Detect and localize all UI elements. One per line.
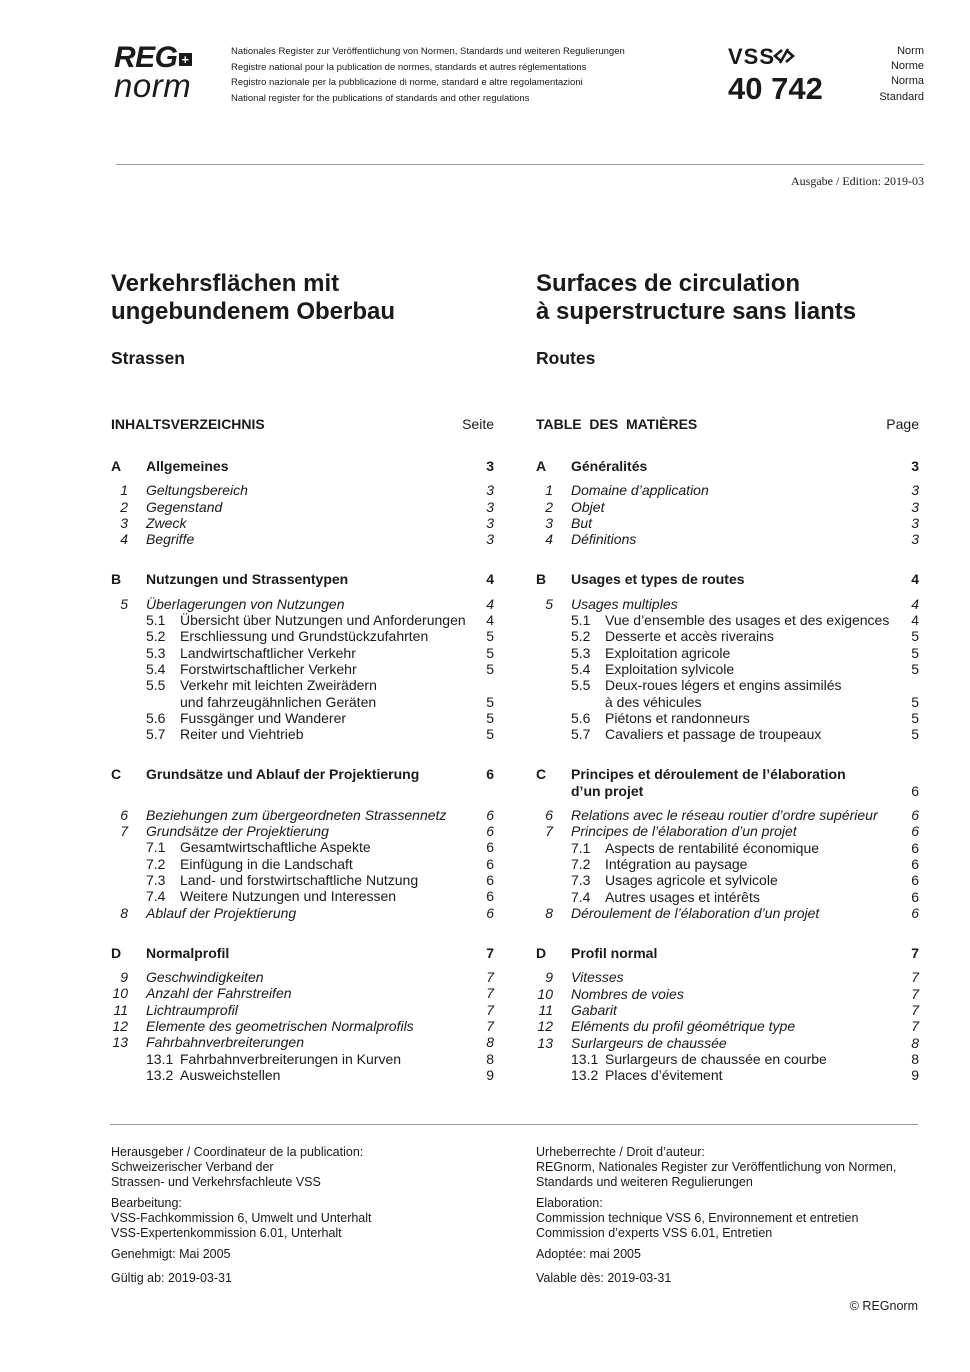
copyright-notice: © REGnorm: [849, 1299, 918, 1313]
toc-subentry[interactable]: 5.7 Cavaliers et passage de troupeaux 5: [571, 726, 919, 743]
toc-subentry[interactable]: à des véhicules 5: [605, 693, 919, 710]
adopted-date: Adoptée: mai 2005: [536, 1247, 641, 1261]
elaboration-block: Elaboration: Commission technique VSS 6, Environnement et entretien Commission d’experts VSS 6.01, Entretien: [536, 1196, 859, 1240]
toc-entry[interactable]: 13 Fahrbahnverbreiterungen 8: [112, 1034, 494, 1051]
toc-subentry[interactable]: 5.2 Desserte et accès riverains 5: [571, 628, 919, 645]
register-line-de: Nationales Register zur Veröffentlichung von Normen, Standards und weiteren Regulierungen: [231, 46, 625, 57]
processing-block: Bearbeitung: VSS-Fachkommission 6, Umwelt und Unterhalt VSS-Expertenkommission 6.01, Unterhalt: [111, 1196, 372, 1240]
toc-subentry[interactable]: 5.6 Piétons et randonneurs 5: [571, 709, 919, 726]
publication-info-de: [111, 1145, 511, 1292]
toc-entry[interactable]: 11 Lichtraumprofil 7: [113, 1001, 494, 1018]
toc-subentry[interactable]: 7.2 Einfügung in die Landschaft 6: [146, 855, 494, 872]
toc-section-b[interactable]: B Nutzungen und Strassentypen 4: [111, 571, 494, 588]
toc-entry[interactable]: 2 Gegenstand 3: [120, 498, 494, 515]
toc-entry[interactable]: 8 Ablauf der Projektierung 6: [120, 904, 494, 921]
toc-subentry[interactable]: 5.5 Deux-roues légers et engins assimilés: [571, 677, 842, 694]
toc-subentry[interactable]: 5.5 Verkehr mit leichten Zweirädern: [146, 677, 377, 694]
toc-subentry[interactable]: 13.1 Fahrbahnverbreiterungen in Kurven 8: [146, 1050, 494, 1067]
toc-entry[interactable]: 9 Geschwindigkeiten 7: [120, 969, 494, 986]
register-description: [231, 44, 625, 106]
toc-subentry[interactable]: 5.6 Fussgänger und Wanderer 5: [146, 709, 494, 726]
toc-subentry[interactable]: 13.2 Ausweichstellen 9: [146, 1066, 494, 1083]
toc-entry[interactable]: 11 Gabarit 7: [538, 1002, 919, 1019]
svg-text:VSS: VSS: [728, 44, 776, 68]
vss-standard-block: [728, 44, 823, 105]
toc-section-c[interactable]: C Grundsätze und Ablauf der Projektierung 6: [111, 766, 494, 783]
toc-subentry[interactable]: 5.1 Übersicht über Nutzungen und Anforderungen 4: [146, 612, 494, 629]
toc-section-a[interactable]: A Allgemeines 3: [111, 458, 494, 474]
toc-section-b[interactable]: B Usages et types de routes 4: [536, 571, 919, 588]
document-subtitle-de: Strassen: [111, 348, 185, 368]
swiss-cross-icon: +: [179, 53, 192, 66]
toc-entry[interactable]: 9 Vitesses 7: [545, 969, 919, 986]
toc-subentry[interactable]: 7.4 Weitere Nutzungen und Interessen 6: [146, 888, 494, 905]
vss-logo-icon: [728, 44, 803, 68]
logo-norm-text: norm: [114, 67, 192, 104]
document-title-de: Verkehrsflächen mit ungebundenem Oberbau: [111, 270, 396, 325]
toc-subentry[interactable]: 5.4 Exploitation sylvicole 5: [571, 660, 919, 677]
toc-entry[interactable]: 7 Principes de l’élaboration d’un projet 6: [545, 823, 919, 840]
toc-subentry[interactable]: 7.4 Autres usages et intérêts 6: [571, 888, 919, 905]
toc-subentry[interactable]: 7.1 Aspects de rentabilité économique 6: [571, 839, 919, 856]
toc-page-label-de: Seite: [462, 416, 494, 432]
table-of-contents-fr: [536, 416, 919, 1084]
toc-subentry[interactable]: 5.3 Exploitation agricole 5: [571, 644, 919, 661]
toc-entry[interactable]: 6 Beziehungen zum übergeordneten Strassennetz 6: [120, 806, 494, 823]
toc-subentry[interactable]: 5.7 Reiter und Viehtrieb 5: [146, 726, 494, 743]
document-title-fr: Surfaces de circulation à superstructure sans liants: [536, 270, 857, 325]
toc-entry[interactable]: 5 Usages multiples 4: [545, 595, 919, 612]
toc-section-d[interactable]: D Profil normal 7: [536, 945, 919, 962]
toc-subentry[interactable]: und fahrzeugähnlichen Geräten 5: [180, 693, 494, 710]
toc-section-d[interactable]: D Normalprofil 7: [111, 944, 494, 961]
toc-entry[interactable]: 3 But 3: [545, 514, 919, 531]
toc-entry[interactable]: 7 Grundsätze der Projektierung 6: [120, 823, 494, 840]
vss-logo: [728, 44, 823, 73]
register-line-fr: Registre national pour la publication de normes, standards et autres réglementations: [231, 61, 587, 73]
norm-label-en: Standard: [879, 90, 924, 103]
toc-section-c[interactable]: C Principes et déroulement de l’élaboration: [536, 766, 846, 783]
valid-from-date-fr: Valable dès: 2019-03-31: [536, 1271, 672, 1285]
publication-info-fr: [536, 1145, 936, 1292]
norm-type-labels: [879, 44, 924, 105]
toc-heading-de: INHALTSVERZEICHNIS: [111, 416, 265, 432]
toc-entry[interactable]: 12 Eléments du profil géométrique type 7: [537, 1018, 919, 1035]
toc-subentry[interactable]: 7.1 Gesamtwirtschaftliche Aspekte 6: [146, 839, 494, 856]
toc-subentry[interactable]: 5.2 Erschliessung und Grundstückzufahrten 5: [146, 628, 494, 645]
table-of-contents-de: [111, 416, 494, 1083]
toc-subentry[interactable]: 5.3 Landwirtschaftlicher Verkehr 5: [146, 644, 494, 661]
toc-entry[interactable]: 4 Begriffe 3: [120, 531, 494, 548]
toc-entry[interactable]: 2 Objet 3: [545, 498, 919, 515]
toc-subentry[interactable]: 5.1 Vue d’ensemble des usages et des exigences 4: [571, 612, 919, 629]
approved-date: Genehmigt: Mai 2005: [111, 1247, 231, 1261]
header-divider: [116, 164, 924, 165]
title-block-fr: [536, 270, 919, 369]
toc-subentry[interactable]: 7.3 Land- und forstwirtschaftliche Nutzung 6: [146, 871, 494, 888]
toc-subentry[interactable]: 13.1 Surlargeurs de chaussée en courbe 8: [571, 1050, 919, 1067]
toc-entry[interactable]: 12 Elemente des geometrischen Normalprofils 7: [112, 1018, 494, 1035]
edition-date: Ausgabe / Edition: 2019-03: [791, 174, 924, 188]
toc-section-c-cont[interactable]: d’un projet 6: [571, 782, 919, 799]
register-line-it: Registro nazionale per la pubblicazione di norme, standard e altre regolamentazioni: [231, 77, 583, 88]
norm-label-de: Norm: [897, 45, 924, 57]
document-subtitle-fr: Routes: [536, 348, 596, 368]
toc-entry[interactable]: 3 Zweck 3: [120, 514, 494, 531]
toc-entry[interactable]: 10 Anzahl der Fahrstreifen 7: [112, 985, 494, 1002]
norm-label-fr: Norme: [890, 60, 924, 73]
register-line-en: National register for the publications of standards and other regulations: [231, 92, 530, 104]
logo-reg-text: REG: [114, 41, 178, 74]
publisher-block: Herausgeber / Coordinateur de la publication: Schweizerischer Verband der Strassen- und Verkehrsfachleute VSS: [111, 1145, 364, 1189]
copyright-block: Urheberrechte / Droit d’auteur: REGnorm, Nationales Register zur Veröffentlichung von Normen, Standards und weiteren Regulierungen: [536, 1145, 897, 1189]
footer-divider: [110, 1124, 918, 1125]
toc-entry[interactable]: 1 Geltungsbereich 3: [120, 482, 494, 499]
toc-page-label-fr: Page: [886, 416, 919, 432]
toc-subentry[interactable]: 5.4 Forstwirtschaftlicher Verkehr 5: [146, 660, 494, 677]
toc-heading-fr: TABLE DES MATIÈRES: [536, 416, 698, 432]
toc-subentry[interactable]: 7.2 Intégration au paysage 6: [571, 855, 919, 872]
toc-entry[interactable]: 5 Überlagerungen von Nutzungen 4: [120, 595, 494, 612]
toc-section-a[interactable]: A Généralités 3: [536, 458, 919, 474]
norm-label-it: Norma: [890, 75, 924, 88]
toc-entry[interactable]: 4 Définitions 3: [545, 531, 919, 548]
toc-entry[interactable]: 10 Nombres de voies 7: [537, 985, 919, 1002]
title-block-de: [111, 270, 494, 369]
toc-entry[interactable]: 6 Relations avec le réseau routier d’ordre supérieur 6: [545, 807, 919, 824]
valid-from-date: Gültig ab: 2019-03-31: [111, 1271, 232, 1285]
toc-subentry[interactable]: 13.2 Places d’évitement 9: [571, 1067, 919, 1084]
toc-entry[interactable]: 13 Surlargeurs de chaussée 8: [537, 1034, 919, 1051]
regnorm-logo: [114, 41, 214, 104]
standard-number: 40 742: [728, 71, 823, 106]
toc-entry[interactable]: 1 Domaine d’application 3: [545, 482, 919, 499]
toc-subentry[interactable]: 7.3 Usages agricole et sylvicole 6: [571, 872, 919, 889]
toc-entry[interactable]: 8 Déroulement de l’élaboration d’un projet 6: [545, 904, 919, 921]
